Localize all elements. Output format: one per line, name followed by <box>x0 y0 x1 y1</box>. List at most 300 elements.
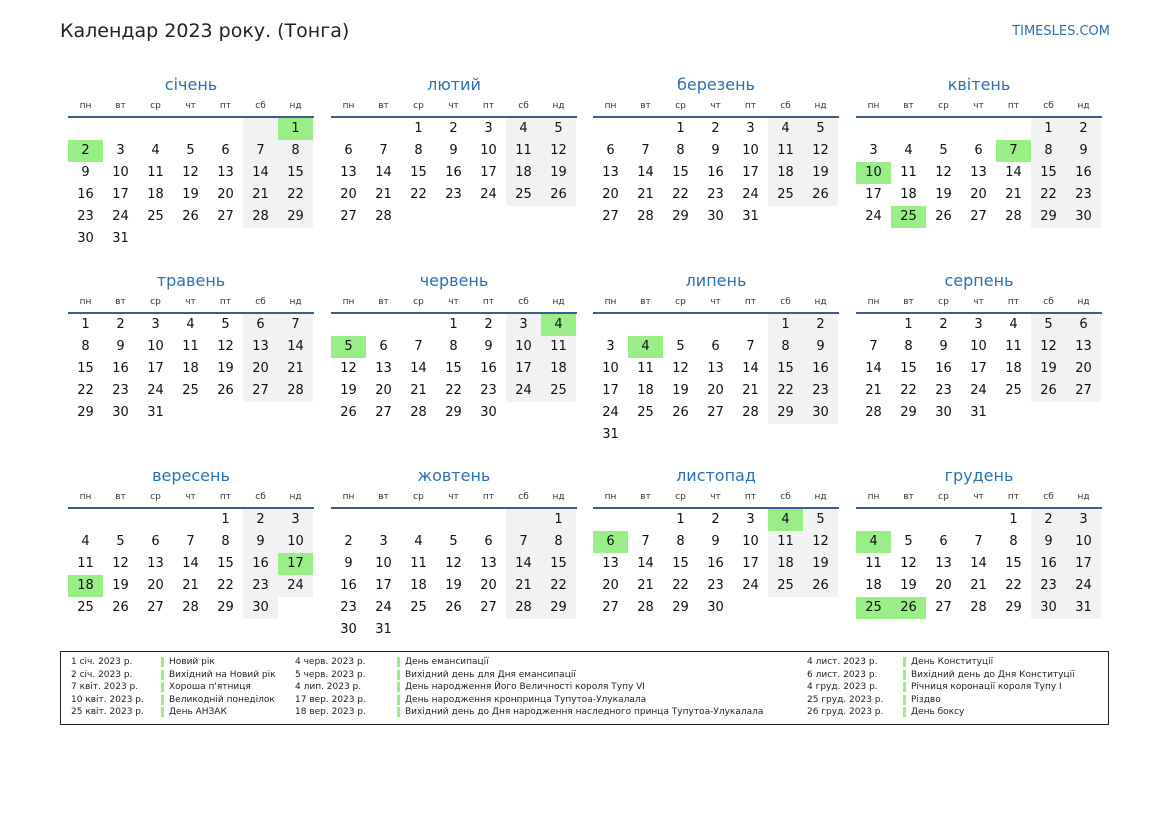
day-cell: 14 <box>1005 165 1022 180</box>
day-cell: 21 <box>506 575 541 597</box>
day-cell: 21 <box>637 578 654 593</box>
day-cell: 17 <box>602 383 619 398</box>
holiday-marker <box>397 707 400 717</box>
day-cell: 20 <box>970 187 987 202</box>
weekday-label: ср <box>938 101 949 111</box>
weekday-label: вт <box>640 101 651 111</box>
day-cell: 10 <box>742 534 759 549</box>
weekday-label: пн <box>342 492 355 502</box>
day-cell: 18 <box>182 361 199 376</box>
day-cell: 6 <box>606 143 615 158</box>
weekday-label: сб <box>518 492 529 502</box>
holiday-marker <box>903 695 906 705</box>
month-block <box>593 74 839 228</box>
day-cell: 19 <box>1031 358 1066 380</box>
day-cell: 12 <box>1031 336 1066 358</box>
holiday-day-cell: 6 <box>593 531 628 553</box>
day-cell: 31 <box>602 427 619 442</box>
holiday-marker <box>161 707 164 717</box>
day-cell: 27 <box>243 380 278 402</box>
weekday-label: пн <box>342 297 355 307</box>
day-cell: 19 <box>803 162 838 184</box>
day-cell: 1 <box>221 512 230 527</box>
day-cell: 7 <box>641 534 650 549</box>
day-cell: 1 <box>414 121 423 136</box>
holiday-day-cell: 7 <box>996 140 1031 162</box>
legend-column <box>71 656 276 719</box>
day-cell: 12 <box>182 165 199 180</box>
day-cell: 2 <box>1031 509 1066 531</box>
month-name: червень <box>419 271 489 290</box>
day-cell: 4 <box>186 317 195 332</box>
weekday-header <box>856 292 1102 314</box>
day-cell: 9 <box>449 143 458 158</box>
day-cell: 11 <box>900 165 917 180</box>
day-cell: 8 <box>1009 534 1018 549</box>
day-cell: 14 <box>637 165 654 180</box>
day-cell: 30 <box>1066 206 1101 228</box>
day-cell: 5 <box>221 317 230 332</box>
day-cell: 15 <box>672 556 689 571</box>
day-cell: 16 <box>243 553 278 575</box>
day-cell: 21 <box>865 383 882 398</box>
weekday-label: пн <box>604 492 617 502</box>
empty-cell <box>138 509 173 531</box>
day-cell: 27 <box>707 405 724 420</box>
month-block <box>856 465 1102 619</box>
empty-cell <box>68 118 103 140</box>
legend-column <box>807 656 1075 719</box>
holiday-date: 1 січ. 2023 р. <box>71 657 133 667</box>
day-cell: 17 <box>970 361 987 376</box>
day-cell: 25 <box>77 600 94 615</box>
day-cell: 8 <box>81 339 90 354</box>
day-cell: 30 <box>707 209 724 224</box>
day-cell: 9 <box>803 336 838 358</box>
holiday-legend <box>60 651 1109 725</box>
weekday-label: вт <box>378 101 389 111</box>
weekday-label: сб <box>518 297 529 307</box>
day-cell: 17 <box>742 556 759 571</box>
day-cell: 14 <box>278 336 313 358</box>
month-block <box>331 270 577 424</box>
weekday-header <box>68 487 314 509</box>
day-cell: 7 <box>414 339 423 354</box>
day-cell: 4 <box>904 143 913 158</box>
holiday-marker <box>161 657 164 667</box>
weekday-label: чт <box>185 101 196 111</box>
weekday-label: нд <box>1077 492 1090 502</box>
empty-cell <box>401 314 436 336</box>
day-cell: 30 <box>803 402 838 424</box>
day-cell: 15 <box>77 361 94 376</box>
day-cell: 19 <box>445 578 462 593</box>
day-cell: 26 <box>803 575 838 597</box>
empty-cell <box>628 118 663 140</box>
day-cell: 12 <box>340 361 357 376</box>
empty-cell <box>996 118 1031 140</box>
month-name: травень <box>156 271 226 290</box>
day-cell: 1 <box>81 317 90 332</box>
day-cell: 6 <box>711 339 720 354</box>
day-cell: 8 <box>768 336 803 358</box>
month-block <box>856 74 1102 228</box>
legend-row <box>71 681 276 694</box>
day-cell: 16 <box>803 358 838 380</box>
day-cell: 8 <box>676 534 685 549</box>
weekday-label: нд <box>289 297 302 307</box>
day-cell: 31 <box>375 622 392 637</box>
day-cell: 28 <box>375 209 392 224</box>
weekday-label: нд <box>814 101 827 111</box>
day-grid <box>593 118 839 228</box>
empty-cell <box>891 118 926 140</box>
day-cell: 6 <box>1066 314 1101 336</box>
day-grid <box>68 314 314 424</box>
legend-row <box>295 694 763 707</box>
weekday-label: пт <box>482 297 495 307</box>
holiday-date: 4 лист. 2023 р. <box>807 657 878 667</box>
day-cell: 18 <box>865 578 882 593</box>
day-cell: 18 <box>147 187 164 202</box>
day-cell: 22 <box>278 184 313 206</box>
day-cell: 21 <box>970 578 987 593</box>
day-grid <box>68 509 314 619</box>
day-cell: 27 <box>602 600 619 615</box>
empty-cell <box>173 118 208 140</box>
day-cell: 20 <box>375 383 392 398</box>
day-cell: 17 <box>1066 553 1101 575</box>
day-cell: 17 <box>147 361 164 376</box>
day-cell: 7 <box>243 140 278 162</box>
day-cell: 1 <box>676 512 685 527</box>
legend-row <box>71 694 276 707</box>
empty-cell <box>401 509 436 531</box>
day-cell: 29 <box>541 597 576 619</box>
holiday-day-cell: 5 <box>331 336 366 358</box>
day-cell: 26 <box>935 209 952 224</box>
day-cell: 24 <box>480 187 497 202</box>
empty-cell <box>856 118 891 140</box>
empty-cell <box>663 314 698 336</box>
weekday-label: чт <box>448 492 459 502</box>
day-cell: 28 <box>1005 209 1022 224</box>
day-cell: 14 <box>865 361 882 376</box>
weekday-label: чт <box>448 101 459 111</box>
empty-cell <box>331 314 366 336</box>
holiday-day-cell: 4 <box>541 314 576 336</box>
empty-cell <box>366 118 401 140</box>
weekday-label: чт <box>973 101 984 111</box>
day-cell: 29 <box>445 405 462 420</box>
day-cell: 5 <box>904 534 913 549</box>
day-grid <box>331 118 577 228</box>
weekday-label: сб <box>780 101 791 111</box>
day-cell: 13 <box>602 556 619 571</box>
day-cell: 3 <box>869 143 878 158</box>
empty-cell <box>471 509 506 531</box>
empty-cell <box>961 118 996 140</box>
day-cell: 21 <box>637 187 654 202</box>
day-cell: 28 <box>506 597 541 619</box>
holiday-date: 5 черв. 2023 р. <box>295 669 366 680</box>
day-cell: 2 <box>939 317 948 332</box>
day-cell: 13 <box>1066 336 1101 358</box>
weekday-label: пн <box>604 101 617 111</box>
weekday-label: пт <box>1007 492 1020 502</box>
day-cell: 22 <box>217 578 234 593</box>
day-cell: 23 <box>803 380 838 402</box>
holiday-date: 26 груд. 2023 р. <box>807 707 884 718</box>
day-cell: 15 <box>768 358 803 380</box>
day-cell: 23 <box>707 187 724 202</box>
weekday-label: ср <box>413 297 424 307</box>
day-cell: 26 <box>803 184 838 206</box>
day-cell: 15 <box>278 162 313 184</box>
weekday-label: вт <box>115 492 126 502</box>
day-cell: 13 <box>970 165 987 180</box>
weekday-label: сб <box>255 492 266 502</box>
day-cell: 13 <box>707 361 724 376</box>
day-cell: 16 <box>340 578 357 593</box>
day-cell: 6 <box>484 534 493 549</box>
day-cell: 11 <box>541 336 576 358</box>
day-cell: 15 <box>672 165 689 180</box>
weekday-label: ср <box>413 492 424 502</box>
day-cell: 7 <box>746 339 755 354</box>
empty-cell <box>628 314 663 336</box>
day-cell: 20 <box>1066 358 1101 380</box>
weekday-label: вт <box>903 492 914 502</box>
holiday-marker <box>161 682 164 692</box>
weekday-label: пт <box>744 101 757 111</box>
day-cell: 17 <box>865 187 882 202</box>
day-cell: 30 <box>707 600 724 615</box>
weekday-header <box>68 292 314 314</box>
day-cell: 24 <box>375 600 392 615</box>
empty-cell <box>103 118 138 140</box>
holiday-name: Вихідний день для Дня емансипації <box>405 669 576 680</box>
day-cell: 7 <box>379 143 388 158</box>
weekday-label: вт <box>640 297 651 307</box>
day-cell: 19 <box>672 383 689 398</box>
weekday-label: нд <box>1077 297 1090 307</box>
day-cell: 21 <box>375 187 392 202</box>
month-name: листопад <box>676 466 756 485</box>
day-cell: 26 <box>112 600 129 615</box>
legend-row <box>807 656 1075 669</box>
weekday-label: нд <box>552 297 565 307</box>
weekday-label: вт <box>115 297 126 307</box>
empty-cell <box>506 509 541 531</box>
day-cell: 22 <box>672 187 689 202</box>
day-cell: 21 <box>243 184 278 206</box>
page-title: Календар 2023 року. (Тонга) <box>60 20 350 42</box>
holiday-name: Великодній понеділок <box>169 694 275 705</box>
holiday-day-cell: 18 <box>68 575 103 597</box>
day-cell: 21 <box>410 383 427 398</box>
day-cell: 6 <box>221 143 230 158</box>
day-cell: 11 <box>182 339 199 354</box>
weekday-label: вт <box>903 101 914 111</box>
day-cell: 12 <box>445 556 462 571</box>
day-cell: 26 <box>541 184 576 206</box>
day-cell: 2 <box>243 509 278 531</box>
day-cell: 10 <box>742 143 759 158</box>
month-block <box>68 74 314 250</box>
day-cell: 7 <box>869 339 878 354</box>
day-cell: 1 <box>449 317 458 332</box>
weekday-header <box>856 487 1102 509</box>
holiday-date: 2 січ. 2023 р. <box>71 669 133 680</box>
day-cell: 31 <box>112 231 129 246</box>
day-cell: 16 <box>112 361 129 376</box>
day-cell: 12 <box>217 339 234 354</box>
weekday-label: ср <box>150 101 161 111</box>
day-cell: 8 <box>904 339 913 354</box>
weekday-label: пн <box>867 297 880 307</box>
weekday-label: пт <box>482 101 495 111</box>
day-cell: 5 <box>939 143 948 158</box>
site-link[interactable]: TIMESLES.COM <box>1012 24 1110 39</box>
day-cell: 23 <box>340 600 357 615</box>
day-cell: 18 <box>900 187 917 202</box>
weekday-label: сб <box>1043 297 1054 307</box>
day-cell: 3 <box>116 143 125 158</box>
month-name: квітень <box>947 75 1011 94</box>
day-cell: 10 <box>1066 531 1101 553</box>
holiday-marker <box>903 670 906 680</box>
day-cell: 10 <box>602 361 619 376</box>
day-cell: 20 <box>217 187 234 202</box>
weekday-label: чт <box>185 492 196 502</box>
day-cell: 16 <box>707 556 724 571</box>
day-cell: 22 <box>1031 184 1066 206</box>
legend-row <box>71 669 276 682</box>
empty-cell <box>436 509 471 531</box>
month-block <box>68 270 314 424</box>
day-cell: 5 <box>803 118 838 140</box>
day-cell: 18 <box>637 383 654 398</box>
month-block <box>331 465 577 641</box>
day-cell: 26 <box>217 383 234 398</box>
legend-row <box>807 706 1075 719</box>
day-cell: 25 <box>768 184 803 206</box>
day-cell: 9 <box>243 531 278 553</box>
day-cell: 7 <box>974 534 983 549</box>
day-cell: 5 <box>449 534 458 549</box>
day-cell: 9 <box>116 339 125 354</box>
day-cell: 1 <box>904 317 913 332</box>
day-cell: 14 <box>375 165 392 180</box>
day-cell: 10 <box>278 531 313 553</box>
empty-cell <box>103 509 138 531</box>
day-cell: 11 <box>77 556 94 571</box>
weekday-label: пт <box>744 492 757 502</box>
day-cell: 3 <box>746 121 755 136</box>
day-cell: 1 <box>541 509 576 531</box>
day-cell: 4 <box>768 118 803 140</box>
empty-cell <box>331 118 366 140</box>
weekday-header <box>856 96 1102 118</box>
weekday-label: нд <box>552 492 565 502</box>
day-cell: 26 <box>672 405 689 420</box>
holiday-date: 4 лип. 2023 р. <box>295 682 362 693</box>
weekday-header <box>331 487 577 509</box>
day-cell: 13 <box>935 556 952 571</box>
weekday-label: ср <box>938 492 949 502</box>
day-cell: 25 <box>410 600 427 615</box>
day-grid <box>856 118 1102 228</box>
day-cell: 15 <box>1031 162 1066 184</box>
day-cell: 29 <box>900 405 917 420</box>
holiday-day-cell: 26 <box>891 597 926 619</box>
day-cell: 24 <box>742 578 759 593</box>
day-cell: 20 <box>480 578 497 593</box>
day-cell: 25 <box>637 405 654 420</box>
day-cell: 11 <box>1005 339 1022 354</box>
day-cell: 31 <box>742 209 759 224</box>
weekday-label: сб <box>255 297 266 307</box>
day-cell: 13 <box>243 336 278 358</box>
day-cell: 24 <box>278 575 313 597</box>
day-cell: 14 <box>243 162 278 184</box>
day-cell: 2 <box>116 317 125 332</box>
holiday-day-cell: 17 <box>278 553 313 575</box>
empty-cell <box>366 314 401 336</box>
empty-cell <box>593 118 628 140</box>
day-cell: 3 <box>379 534 388 549</box>
weekday-label: пн <box>867 492 880 502</box>
day-cell: 5 <box>676 339 685 354</box>
day-cell: 7 <box>641 143 650 158</box>
day-cell: 27 <box>970 209 987 224</box>
day-cell: 6 <box>243 314 278 336</box>
weekday-label: вт <box>378 492 389 502</box>
empty-cell <box>961 509 996 531</box>
day-cell: 26 <box>182 209 199 224</box>
day-cell: 25 <box>1005 383 1022 398</box>
holiday-marker <box>397 670 400 680</box>
empty-cell <box>593 509 628 531</box>
day-cell: 8 <box>449 339 458 354</box>
holiday-day-cell: 1 <box>278 118 313 140</box>
holiday-date: 25 груд. 2023 р. <box>807 694 884 705</box>
day-cell: 24 <box>970 383 987 398</box>
day-cell: 20 <box>602 578 619 593</box>
day-cell: 10 <box>970 339 987 354</box>
weekday-label: ср <box>675 297 686 307</box>
day-cell: 9 <box>344 556 353 571</box>
weekday-label: пн <box>79 297 92 307</box>
day-cell: 29 <box>672 600 689 615</box>
empty-cell <box>173 509 208 531</box>
weekday-header <box>68 96 314 118</box>
day-cell: 16 <box>77 187 94 202</box>
empty-cell <box>68 509 103 531</box>
day-cell: 20 <box>935 578 952 593</box>
day-cell: 27 <box>217 209 234 224</box>
holiday-marker <box>397 657 400 667</box>
day-cell: 12 <box>672 361 689 376</box>
empty-cell <box>856 314 891 336</box>
holiday-day-cell: 2 <box>68 140 103 162</box>
weekday-label: пт <box>744 297 757 307</box>
holiday-day-cell: 25 <box>891 206 926 228</box>
month-name: березень <box>677 75 755 94</box>
empty-cell <box>331 509 366 531</box>
weekday-label: нд <box>289 101 302 111</box>
